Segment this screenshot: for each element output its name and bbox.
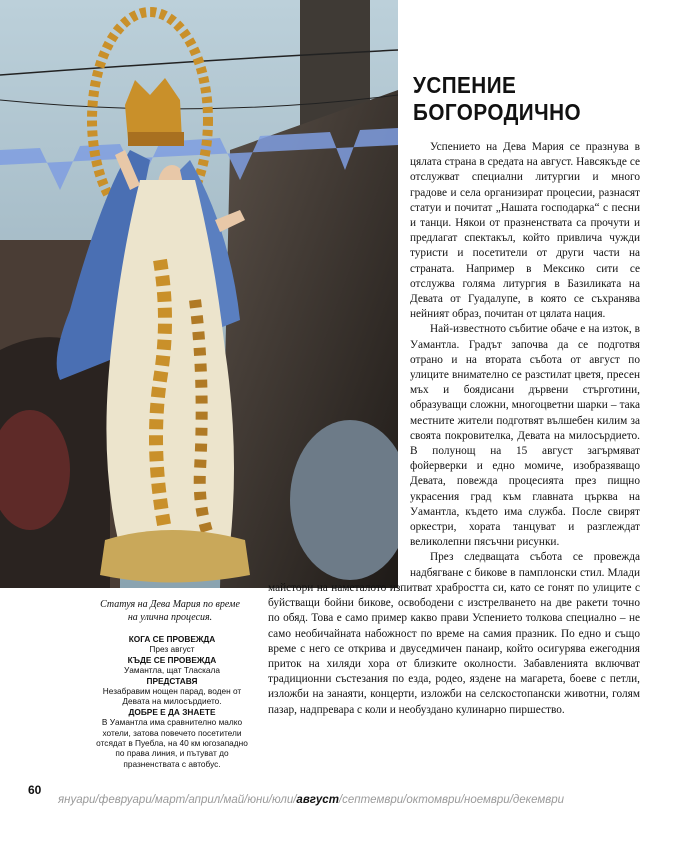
- month-january[interactable]: януари: [58, 794, 96, 806]
- month-november[interactable]: ноември: [464, 794, 510, 806]
- info-box: [96, 634, 248, 769]
- month-august-active[interactable]: август: [296, 794, 339, 806]
- when-label: КОГА СЕ ПРОВЕЖДА: [128, 634, 216, 644]
- paragraph-2: Най-известното събитие обаче е на изток, в Уамантла. Градът започва да се подготвя отрано и на втората събота от август по улиците внимателно се разстилат цветя, пресен мъх и боядисани дървени стърготини, образуващи сложни, многоцветни шарки – така местните жители подготвят вълшебен килим за своята покровителка, Девата на милосърдието. В полунощ на 15 август загърмяват фойерверки и едно момиче, изобразяващо Девата, повежда процесията през пищно украсения град към главната църква на Уамантла, където има служба. После свирят оркестри, хората танцуват и разглеждат великолепни пясъчни рисунки.: [410, 323, 640, 549]
- month-march[interactable]: март: [154, 794, 186, 806]
- title-line-1: УСПЕНИЕ: [413, 72, 517, 98]
- month-separator: /: [244, 794, 248, 806]
- month-separator: /: [185, 794, 189, 806]
- when-value: През август: [149, 644, 195, 655]
- month-separator: /: [293, 794, 297, 806]
- month-separator: /: [95, 794, 99, 806]
- month-separator: /: [509, 794, 513, 806]
- month-navigation: [58, 794, 698, 806]
- month-separator: /: [460, 794, 465, 806]
- month-june[interactable]: юни: [247, 794, 269, 806]
- photo-caption: Статуя на Дева Мария по време на улична процесия.: [100, 599, 240, 623]
- month-separator: /: [268, 794, 272, 806]
- article-title: [413, 72, 647, 126]
- month-separator: /: [403, 794, 407, 806]
- know-value: В Уамантла има сравнително малко хотели, затова повечето посетители отсядат в Пуебла, на 40 км югозападно по права линия, и пътуват до празненствата с автобус.: [96, 717, 248, 769]
- month-july[interactable]: юли: [271, 794, 294, 806]
- month-separator: /: [338, 794, 343, 806]
- paragraph-3: През следващата събота се провежда надбягване с бикове в памплонски стил. Млади майстори на наметалото изпитват храбростта си, като се гонят по улиците с буйстващи бойни бикове, освободени с изстрелването на две ракети точно по обяд. Това е само пример какво прави Успението толкова специално – не само необичайната набожност по време на самия празник. По едно и също време с него се открива и двуседмичен панаир, който осигурява ежегодния приток на хиляди хора от близките околности. Забавленията включват традиционни състезания по езда, родео, яздене на магарета, боеве с петли, изложби на занаяти, концерти, изложби на селскостопански животни, голям пазар, надпревара с коли и необуздано кулинарно пиршество.: [268, 551, 640, 716]
- where-value: Уамантла, щат Тласкала: [123, 665, 220, 676]
- month-april[interactable]: април: [188, 794, 221, 806]
- month-separator: /: [151, 794, 155, 806]
- month-october[interactable]: октомври: [406, 794, 461, 806]
- article-body: [268, 140, 640, 718]
- month-february[interactable]: февруари: [98, 794, 152, 806]
- show-value: Незабравим нощен парад, воден от Девата на милосърдието.: [102, 686, 242, 707]
- title-line-2: БОГОРОДИЧНО: [413, 99, 582, 125]
- paragraph-1: Успението на Дева Мария се празнува в цялата страна в средата на август. Навсякъде се отслужват специални литургии и много градове и села организират процесии, разнасят статуи и почитат „Нашата господарка“ с песни и танци. Някои от празненствата са прочути и предлагат спектакъл, който привлича чужди туристи и посетители от други части на страната. Например в Мексико сити се отслужва голяма литургия в Базиликата на Девата от Гуадалупе, в която се съхранява нейният образ, почитан от цялата нация.: [410, 141, 640, 321]
- page-number: 60: [28, 783, 42, 797]
- show-label: ПРЕДСТАВЯ: [146, 675, 198, 686]
- month-september[interactable]: септември: [342, 794, 404, 806]
- month-december[interactable]: декември: [512, 794, 565, 806]
- month-may[interactable]: май: [223, 794, 245, 806]
- month-separator: /: [220, 794, 224, 806]
- where-label: КЪДЕ СЕ ПРОВЕЖДА: [127, 654, 217, 665]
- know-label: ДОБРЕ Е ДА ЗНАЕТЕ: [128, 706, 216, 717]
- photo-float-spacer: [268, 140, 410, 580]
